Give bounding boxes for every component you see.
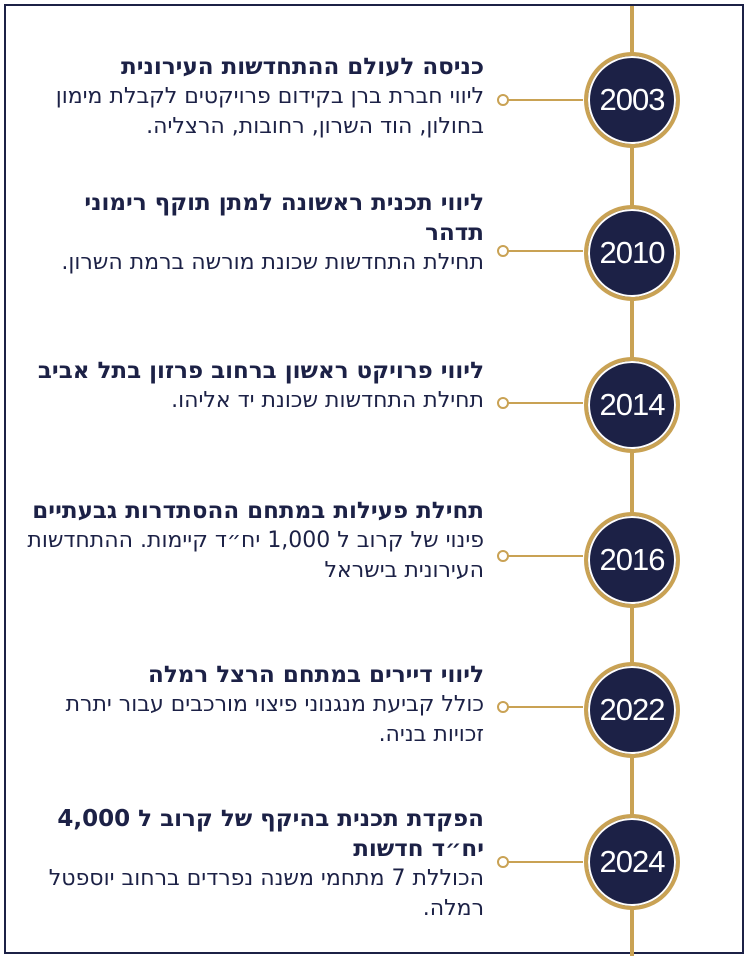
year-badge	[584, 662, 680, 758]
year-label: 2016	[599, 542, 665, 577]
year-label: 2010	[599, 235, 665, 270]
year-badge	[584, 357, 680, 453]
event-title: הפקדת תכנית בהיקף של קרוב ל 4,000 יח״ד חדשות	[57, 806, 484, 862]
timeline-item	[0, 30, 750, 170]
event-title: ליווי תכנית ראשונה למתן תוקף רימוני תדהר	[84, 190, 484, 246]
connector-line	[503, 861, 583, 863]
year-label: 2024	[599, 844, 665, 879]
event-title: ליווי דיירים במתחם הרצל רמלה	[148, 662, 484, 688]
event-description: הכוללת 7 מתחמי משנה נפרדים ברחוב יוספטל רמלה.	[48, 866, 484, 921]
connector-dot	[497, 397, 509, 409]
event-text	[22, 804, 484, 924]
connector-dot	[497, 245, 509, 257]
year-label: 2003	[599, 82, 665, 117]
event-description: תחילת התחדשות שכונת יד אליהו.	[171, 388, 484, 413]
timeline-item	[0, 182, 750, 322]
event-text	[22, 52, 484, 142]
event-text	[22, 496, 484, 586]
timeline-item	[0, 640, 750, 780]
connector-dot	[497, 550, 509, 562]
event-title: כניסה לעולם ההתחדשות העירונית	[121, 54, 484, 80]
event-description: תחילת התחדשות שכונת מורשה ברמת השרון.	[61, 250, 484, 275]
year-badge	[584, 52, 680, 148]
connector-dot	[497, 701, 509, 713]
connector-dot	[497, 856, 509, 868]
connector-line	[503, 250, 583, 252]
event-text	[22, 660, 484, 750]
event-text	[22, 188, 484, 278]
year-label: 2022	[599, 692, 665, 727]
connector-line	[503, 706, 583, 708]
event-description: ליווי חברת ברן בקידום פרויקטים לקבלת מימון בחולון, הוד השרון, רחובות, הרצליה.	[55, 84, 484, 139]
connector-line	[503, 402, 583, 404]
event-title: תחילת פעילות במתחם ההסתדרות גבעתיים	[32, 498, 484, 524]
year-badge	[584, 512, 680, 608]
event-description: פינוי של קרוב ל 1,000 יח״ד קיימות. ההתחדשות העירונית בישראל	[27, 528, 484, 583]
timeline-item	[0, 488, 750, 628]
event-description: כולל קביעת מנגנוני פיצוי מורכבים עבור יתרת זכויות בניה.	[65, 692, 484, 747]
event-title: ליווי פרויקט ראשון ברחוב פרזון בתל אביב	[37, 358, 484, 384]
year-badge	[584, 205, 680, 301]
year-badge	[584, 814, 680, 910]
connector-dot	[497, 94, 509, 106]
timeline-item	[0, 792, 750, 932]
timeline-item	[0, 334, 750, 474]
connector-line	[503, 99, 583, 101]
event-text	[22, 356, 484, 416]
year-label: 2014	[599, 387, 665, 422]
connector-line	[503, 555, 583, 557]
